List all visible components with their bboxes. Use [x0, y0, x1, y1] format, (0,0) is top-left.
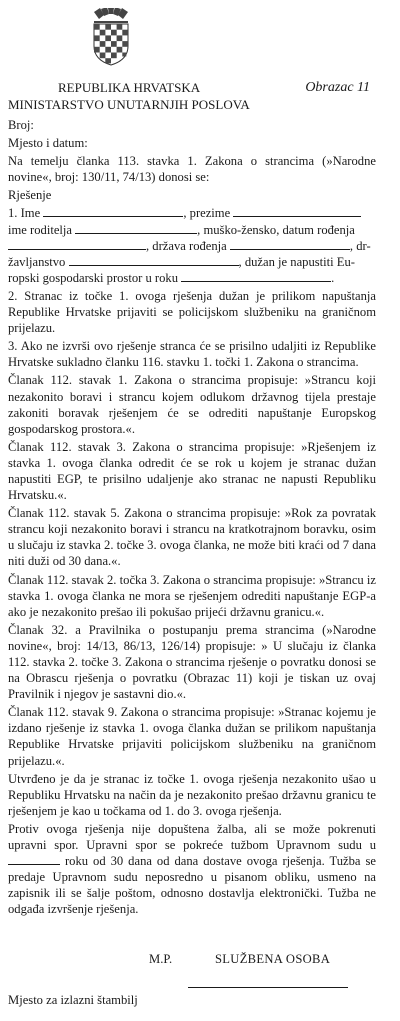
article-112-3: Članak 112. stavak 3. Zakona o strancima propisuje: »Rješenjem iz stavka 1. ovoga članka odredit će se rok u kojem je stranac dužan napustiti EGP, te prisilno udaljenje ako stranac ne napusti Republiku Hrvatsku.«.: [8, 439, 376, 503]
ministry-name: MINISTARSTVO UNUTARNJIH POSLOVA: [8, 97, 250, 112]
stamp-place-label: Mjesto za izlazni štambilj: [8, 993, 138, 1007]
court-blank: [8, 853, 60, 865]
parent-name-blank: [75, 222, 197, 234]
citizenship-label-start: , dr-: [349, 238, 371, 253]
signature-line: [188, 987, 348, 988]
article-112-1: Članak 112. stavak 1. Zakona o strancima propisuje: »Strancu koji nezakonito boravi i strancu kojem odlukom državnog tijela prestaje zakoniti boravak rješenjem će se odrediti napuštanje Europskog gospodarskog prostora.«.: [8, 373, 376, 436]
decision-title: Rješenje: [8, 188, 52, 203]
place-date-field: Mjesto i datum:: [8, 136, 88, 151]
obligation-text: , dužan je napustiti Eu-: [238, 254, 355, 269]
paragraph-3: 3. Ako ne izvrši ovo rješenje stranca će se prisilno udaljiti iz Republike Hrvatske sukladno članku 116. stavku 1. točki 1. Zakona o strancima.: [8, 339, 376, 370]
official-label: SLUŽBENA OSOBA: [215, 952, 331, 966]
paragraph-2: 2. Stranac iz točke 1. ovoga rješenja dužan je prilikom napuštanja Republike Hrvatske prijaviti se policijskom službeniku na graničnom prijelazu.: [8, 288, 376, 336]
article-32a: Članak 32. a Pravilnika o postupanju prema strancima (»Narodne novine«, broj: 14/13, 86/13, 126/14) propisuje: » U slučaju iz članka 112. stavka 2. točke 3. Zakona o strancima rješenje o povratku donosi se na Obrascu rješenja o povratku (Obrazac 11) koji je tiskan uz ovaj Pravilnik i njegov je sastavni dio.«.: [8, 622, 376, 702]
citizenship-label-end: žavljanstvo: [8, 254, 66, 269]
citizenship-blank: [69, 254, 239, 266]
article-112-9: Članak 112. stavak 9. Zakona o strancima propisuje: »Stranac kojemu je izdano rješenje iz stavka 1. ovoga članka dužan se prilikom napuštanja Republike Hrvatske prijaviti policijskom službeniku na graničnom prijelazu.«.: [8, 705, 376, 768]
country-name: REPUBLIKA HRVATSKA: [58, 80, 201, 95]
first-name-blank: [43, 205, 183, 217]
finding-text: Utvrđeno je da je stranac iz točke 1. ovoga rješenja nezakonito ušao u Republiku Hrvatsku na način da je nezakonito prešao državnu granicu te rješenjem je kao u točkama od 1. do 3. ovoga rješenja.: [8, 771, 376, 818]
document-body: [8, 117, 376, 920]
seal-label: M.P.: [149, 952, 173, 966]
birth-country-blank: [230, 238, 350, 250]
appeal-text-end: roku od 30 dana od dana dostave ovoga rješenja. Tužba se predaje Upravnom sudu neposredno u pisanom obliku, usmeno na zapisnik ili se šalje poštom, odnosno dostavlja elektronički. Tužba ne odgađa izvršenje rješenja.: [8, 854, 376, 917]
appeal-text-start: Protiv ovoga rješenja nije dopuštena žalba, ali se može pokrenuti upravni spor. Upravni spor se pokreće tužbom Upravnom sudu u: [8, 821, 376, 853]
gender-birthdate-label: , muško-žensko, datum rođenja: [197, 222, 355, 237]
coat-of-arms-icon: [91, 8, 131, 66]
surname-blank: [233, 205, 361, 217]
item1-period: .: [331, 270, 335, 285]
birth-country-label: , država rođenja: [146, 238, 227, 253]
article-112-5: Članak 112. stavak 5. Zakona o strancima propisuje: »Rok za povratak strancu koji nezakonito boravi i strancu na kratkotrajnom boravku, osim u slučaju iz stavka 2. točke 3. ovoga članka, ne može biti kraći od 7 dana niti duži od 30 dana.«.: [8, 506, 376, 569]
deadline-label: ropski gospodarski prostor u roku: [8, 270, 179, 285]
article-112-2-3: Članak 112. stavak 2. točka 3. Zakona o strancima propisuje: »Strancu iz stavka 1. ovoga članka ne mora se rješenjem odrediti napuštanje EGP-a ako je nezakonito prešao ili pokušao prijeći državnu granicu.«.: [8, 572, 376, 619]
personal-data-section: [8, 205, 376, 285]
form-label: Obrazac 11: [305, 80, 370, 95]
first-name-label: 1. Ime: [8, 206, 41, 221]
intro-text: Na temelju članka 113. stavka 1. Zakona o strancima (»Narodne novine«, broj: 130/11, 74/13) donosi se:: [8, 154, 376, 185]
number-field: Broj:: [8, 118, 34, 132]
birthdate-blank: [8, 238, 146, 250]
surname-label: , prezime: [183, 206, 231, 221]
appeal-text: [8, 821, 376, 918]
parent-name-label: ime roditelja: [8, 222, 72, 237]
deadline-blank: [181, 270, 331, 282]
